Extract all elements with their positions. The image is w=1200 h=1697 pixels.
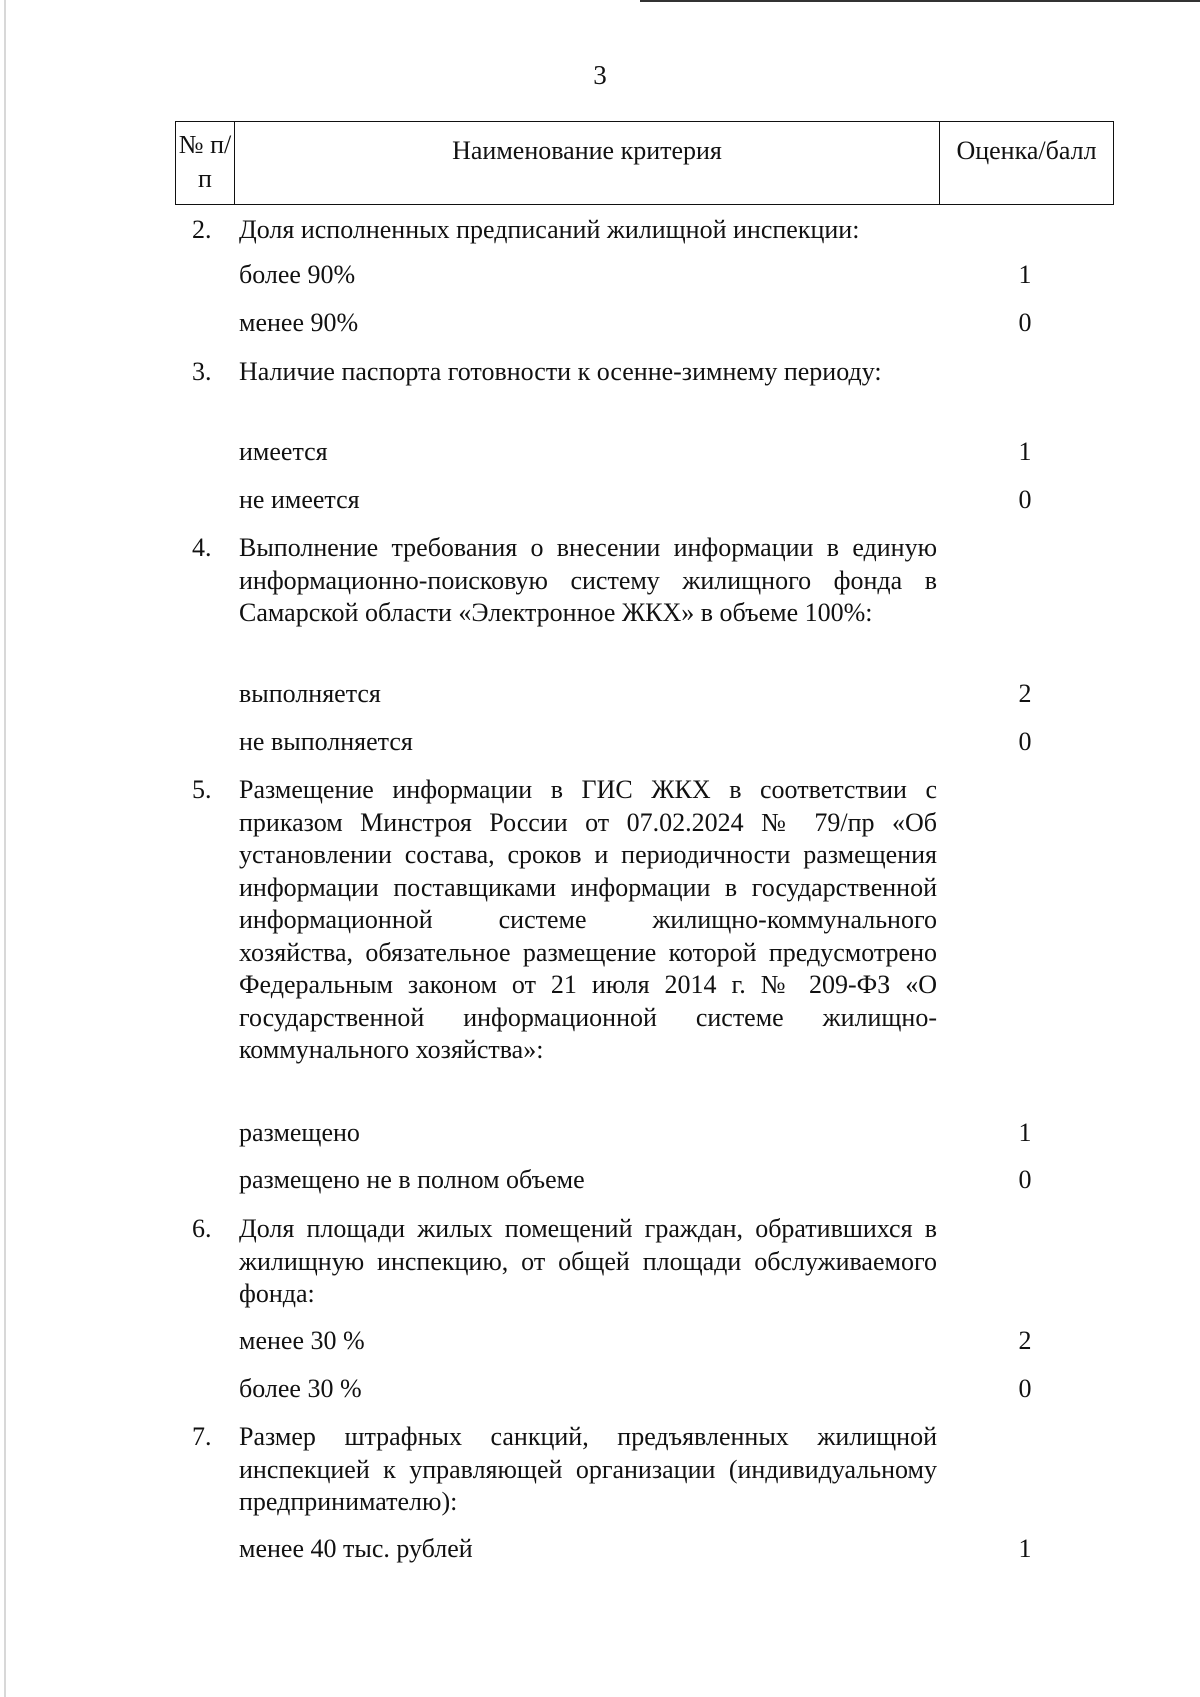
criteria-table-header [175, 121, 1114, 205]
option-label: менее 90% [239, 308, 359, 337]
criterion-title: Выполнение требования о внесении информации в единую информационно-поисковую систему жилищного фонда в Самарской области «Электронное ЖКХ» в объеме 100%: [239, 533, 937, 627]
criterion-number: 6. [192, 1214, 212, 1243]
criterion-number: 7. [192, 1422, 212, 1451]
criterion-title: Доля площади жилых помещений граждан, обратившихся в жилищную инспекцию, от общей площади обслуживаемого фонда: [239, 1214, 937, 1308]
option-score: 0 [1018, 727, 1032, 756]
header-col-number: № п/п [176, 122, 235, 205]
criterion-number: 5. [192, 775, 212, 804]
page-number: 3 [593, 60, 607, 90]
option-label: размещено [239, 1118, 360, 1147]
scan-edge-top [640, 0, 1200, 2]
option-score: 0 [1018, 1165, 1032, 1194]
option-label: более 30 % [239, 1374, 362, 1403]
criterion-number: 4. [192, 533, 212, 562]
criterion-title: Доля исполненных предписаний жилищной инспекции: [239, 215, 860, 244]
option-score: 2 [1018, 679, 1032, 708]
criterion-title: Размер штрафных санкций, предъявленных жилищной инспекцией к управляющей организации (индивидуальному предпринимателю): [239, 1422, 937, 1516]
option-score: 0 [1018, 308, 1032, 337]
option-label: менее 30 % [239, 1326, 365, 1355]
option-score: 0 [1018, 485, 1032, 514]
option-score: 1 [1018, 260, 1032, 289]
option-score: 2 [1018, 1326, 1032, 1355]
criterion-title: Наличие паспорта готовности к осенне-зимнему периоду: [239, 357, 882, 386]
option-label: не имеется [239, 485, 360, 514]
option-label: размещено не в полном объеме [239, 1165, 585, 1194]
criterion-title: Размещение информации в ГИС ЖКХ в соответствии с приказом Минстроя России от 07.02.2024 № 79/пр «Об установлении состава, сроков и периодичности размещения информации поставщиками информации в государственной информационной системе жилищно-коммунального хозяйства, обязательное размещение которой предусмотрено Федеральным законом от 21 июля 2014 г. № 209-ФЗ «О государственной информационной системе жилищно-коммунального хозяйства»: [239, 775, 937, 1064]
option-score: 0 [1018, 1374, 1032, 1403]
header-col-name: Наименование критерия [235, 122, 940, 205]
option-label: выполняется [239, 679, 381, 708]
option-label: менее 40 тыс. рублей [239, 1534, 473, 1563]
criterion-number: 2. [192, 215, 212, 244]
criterion-number: 3. [192, 357, 212, 386]
option-label: имеется [239, 437, 328, 466]
scan-edge-left [4, 0, 6, 1697]
header-col-score: Оценка/балл [940, 122, 1114, 205]
option-label: не выполняется [239, 727, 413, 756]
option-score: 1 [1018, 1118, 1032, 1147]
option-label: более 90% [239, 260, 356, 289]
option-score: 1 [1018, 1534, 1032, 1563]
option-score: 1 [1018, 437, 1032, 466]
